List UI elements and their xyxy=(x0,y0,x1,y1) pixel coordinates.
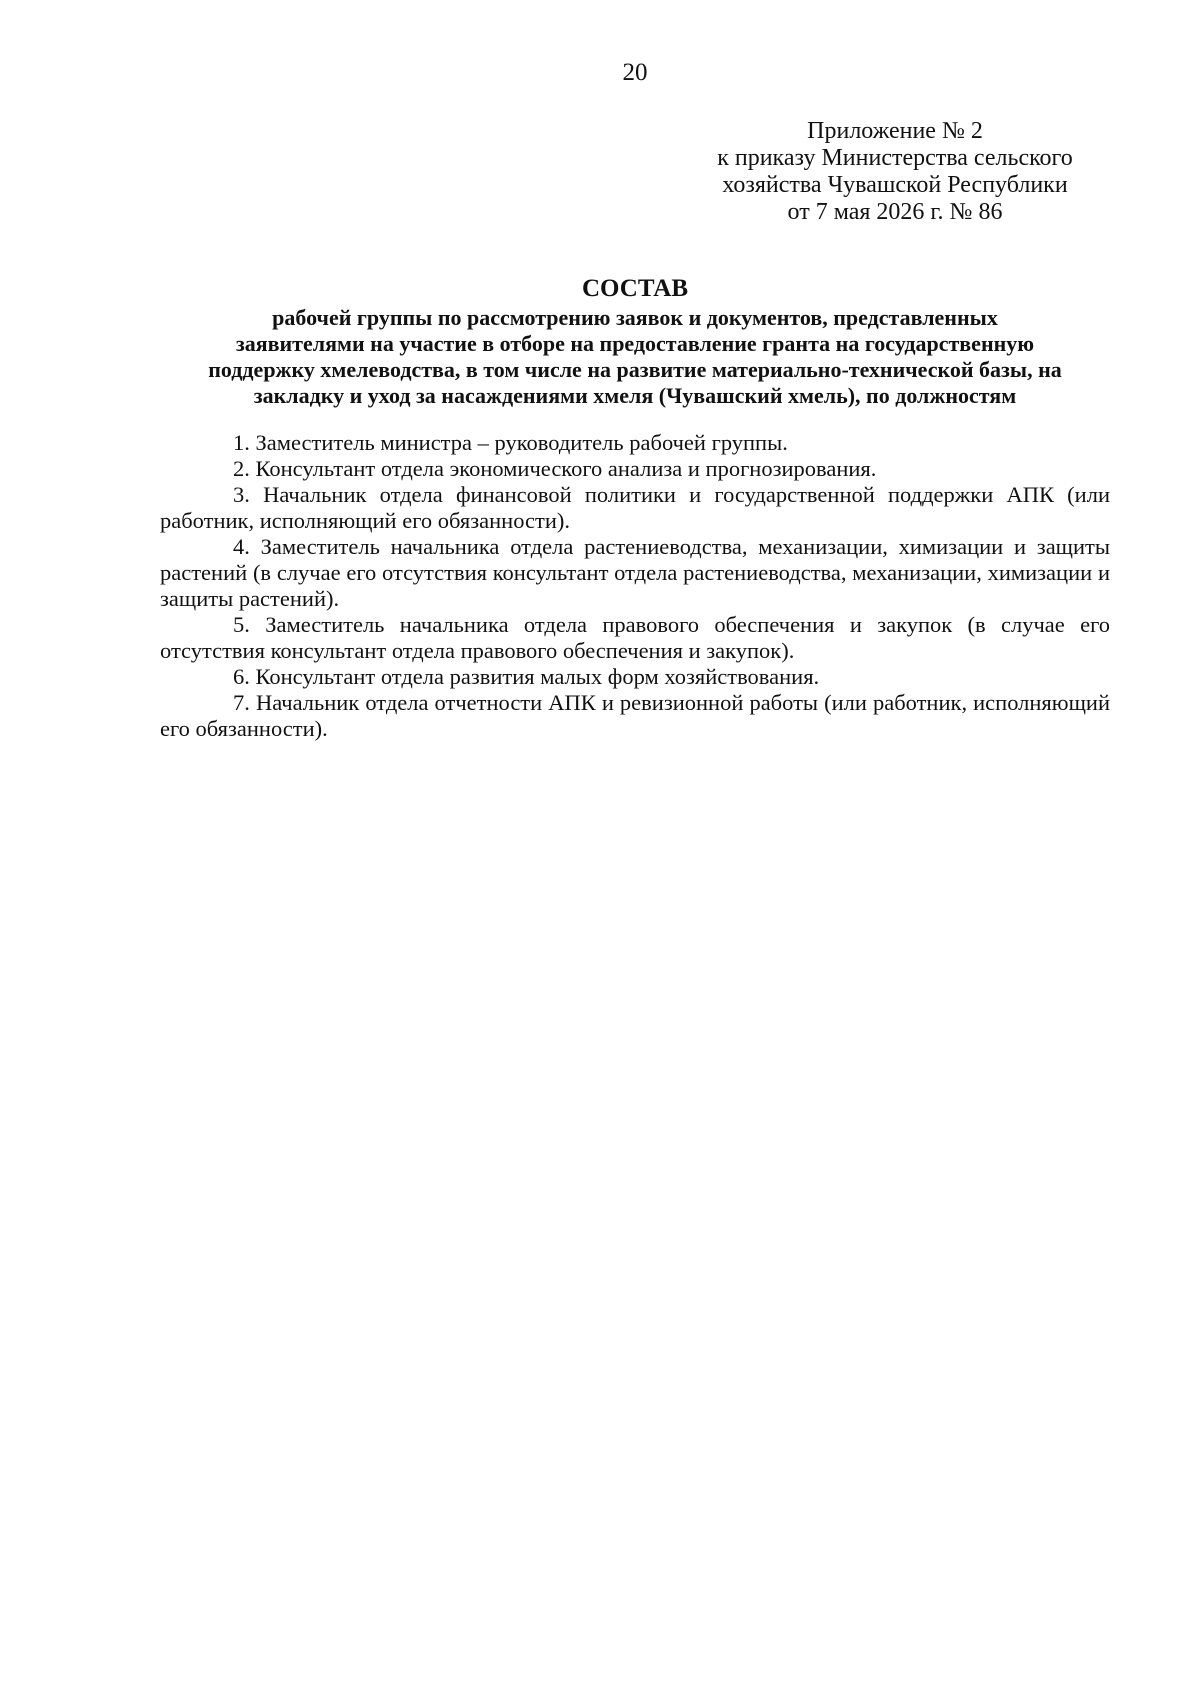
page-number: 20 xyxy=(622,59,648,86)
list-item xyxy=(160,482,1110,534)
appendix-line: к приказу Министерства сельского xyxy=(717,145,1073,171)
list-item-text: 4. Заместитель начальника отдела растениеводства, механизации, химизации и защиты растений (в случае его отсутствия консультант отдела растениеводства, механизации, химизации и защиты растений). xyxy=(160,534,1110,611)
appendix-line: от 7 мая 2026 г. № 86 xyxy=(787,199,1003,225)
list-item-text: 1. Заместитель министра – руководитель рабочей группы. xyxy=(233,430,788,455)
appendix-reference xyxy=(700,118,1090,226)
list-item-text: 7. Начальник отдела отчетности АПК и ревизионной работы (или работник, исполняющий его обязанности). xyxy=(160,690,1110,741)
list-item xyxy=(160,664,1110,690)
heading-line: заявителями на участие в отборе на предоставление гранта на государственную xyxy=(235,331,1035,356)
appendix-line: Приложение № 2 xyxy=(807,118,983,144)
list-item-text: 3. Начальник отдела финансовой политики и государственной поддержки АПК (или работник, исполняющий его обязанности). xyxy=(160,482,1110,533)
list-item xyxy=(160,534,1110,612)
heading-line: рабочей группы по рассмотрению заявок и документов, представленных xyxy=(272,305,998,330)
list-item xyxy=(160,430,1110,456)
heading-title: СОСТАВ xyxy=(581,275,689,302)
list-item xyxy=(160,456,1110,482)
list-item-text: 6. Консультант отдела развития малых форм хозяйствования. xyxy=(233,664,820,689)
document-heading xyxy=(160,274,1110,409)
appendix-line: хозяйства Чувашской Республики xyxy=(722,172,1068,198)
list-item-text: 5. Заместитель начальника отдела правового обеспечения и закупок (в случае его отсутствия консультант отдела правового обеспечения и закупок). xyxy=(160,612,1110,663)
heading-line: поддержку хмелеводства, в том числе на развитие материально-технической базы, на xyxy=(208,357,1062,382)
list-item-text: 2. Консультант отдела экономического анализа и прогнозирования. xyxy=(233,456,877,481)
list-item xyxy=(160,612,1110,664)
composition-list xyxy=(160,430,1110,742)
list-item xyxy=(160,690,1110,742)
heading-line: закладку и уход за насаждениями хмеля (Чувашский хмель), по должностям xyxy=(253,383,1017,408)
